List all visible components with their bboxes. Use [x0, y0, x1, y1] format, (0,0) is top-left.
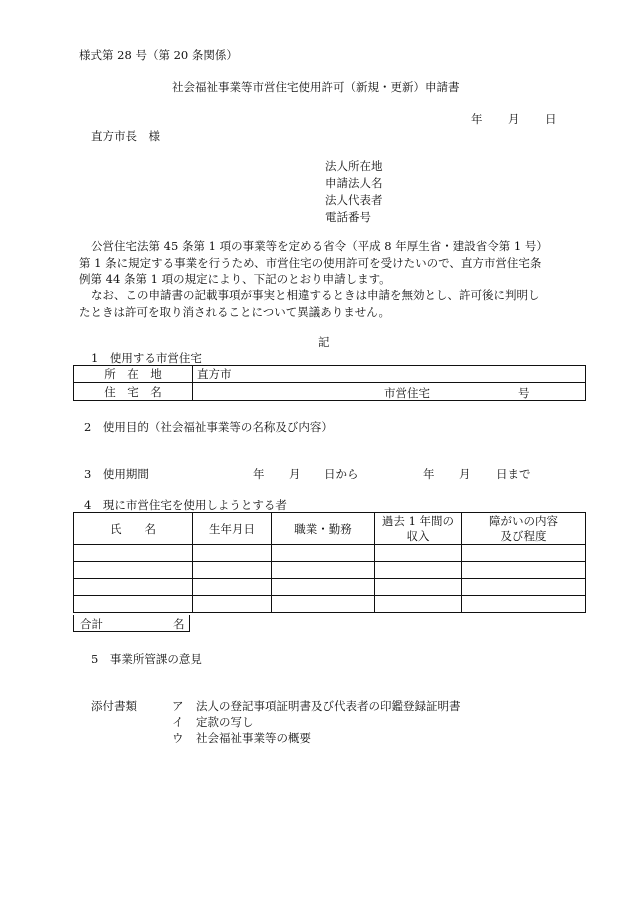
body-line-5: たときは許可を取り消されることについて異議ありません。 [79, 305, 390, 319]
location-label: 所 在 地 [74, 366, 193, 383]
col-income [375, 513, 462, 545]
occupants-table [73, 512, 586, 613]
period-from-day: 日から [324, 467, 359, 481]
attachment-mark-u: ウ [172, 731, 184, 745]
table-row [74, 579, 586, 596]
col-income-line-2: 収入 [406, 528, 430, 543]
body-line-2: 第 1 条に規定する事業を行うため、市営住宅の使用許可を受けたいので、直方市営住宅条 [79, 256, 542, 270]
applicant-address-label: 法人所在地 [325, 159, 383, 173]
housing-suffix: 市営住宅 [384, 386, 430, 400]
number-suffix: 号 [518, 386, 530, 400]
housing-table [73, 365, 586, 401]
col-income-line-1: 過去 1 年間の [381, 513, 455, 528]
applicant-name-label: 申請法人名 [325, 176, 383, 190]
housing-name-cell [193, 383, 586, 401]
total-box [73, 615, 190, 632]
body-line-1: 公営住宅法第 45 条第 1 項の事業等を定める省令（平成 8 年厚生省・建設省令第 1 号） [91, 239, 548, 253]
section-4-heading: 4 現に市営住宅を使用しようとする者 [84, 498, 287, 512]
section-1-heading: 1 使用する市営住宅 [91, 351, 202, 365]
total-label: 合計 [80, 617, 103, 631]
form-number: 様式第 28 号（第 20 条関係） [79, 48, 238, 62]
col-birthdate: 生年月日 [193, 513, 272, 545]
attachment-text-i: 定款の写し [196, 715, 254, 729]
period-from-year: 年 [253, 467, 265, 481]
location-value: 直方市 [193, 366, 586, 383]
col-disability-line-1: 障がいの内容 [489, 513, 558, 528]
attachments-label: 添付書類 [91, 699, 137, 713]
col-name: 氏 名 [74, 513, 193, 545]
period-to-month: 月 [459, 467, 471, 481]
period-from-month: 月 [289, 467, 301, 481]
col-disability [462, 513, 586, 545]
date-month: 月 [508, 112, 520, 126]
col-disability-line-2: 及び程度 [500, 528, 547, 543]
section-3-heading: 3 使用期間 [84, 467, 149, 481]
document-title: 社会福祉事業等市営住宅使用許可（新規・更新）申請書 [172, 80, 460, 94]
attachment-text-u: 社会福祉事業等の概要 [196, 731, 311, 745]
section-2-heading: 2 使用目的（社会福祉事業等の名称及び内容） [84, 420, 333, 434]
date-day: 日 [545, 112, 557, 126]
applicant-representative-label: 法人代表者 [325, 193, 383, 207]
table-row [74, 562, 586, 579]
section-5-heading: 5 事業所管課の意見 [91, 652, 202, 666]
body-line-4: なお、この申請書の記載事項が事実と相違するときは申請を無効とし、許可後に判明し [91, 288, 540, 302]
period-to-day: 日まで [496, 467, 531, 481]
attachment-mark-a: ア [172, 699, 184, 713]
attachment-text-a: 法人の登記事項証明書及び代表者の印鑑登録証明書 [196, 699, 461, 713]
col-occupation: 職業・勤務 [272, 513, 375, 545]
table-row [74, 545, 586, 562]
ki-heading: 記 [318, 335, 330, 349]
period-to-year: 年 [423, 467, 435, 481]
applicant-phone-label: 電話番号 [325, 210, 371, 224]
total-unit: 名 [173, 617, 185, 631]
body-line-3: 例第 44 条第 1 項の規定により、下記のとおり申請します。 [79, 272, 391, 286]
housing-name-label: 住 宅 名 [74, 383, 193, 401]
addressee: 直方市長 様 [91, 129, 160, 143]
table-row [74, 596, 586, 613]
date-year: 年 [471, 112, 483, 126]
attachment-mark-i: イ [172, 715, 184, 729]
